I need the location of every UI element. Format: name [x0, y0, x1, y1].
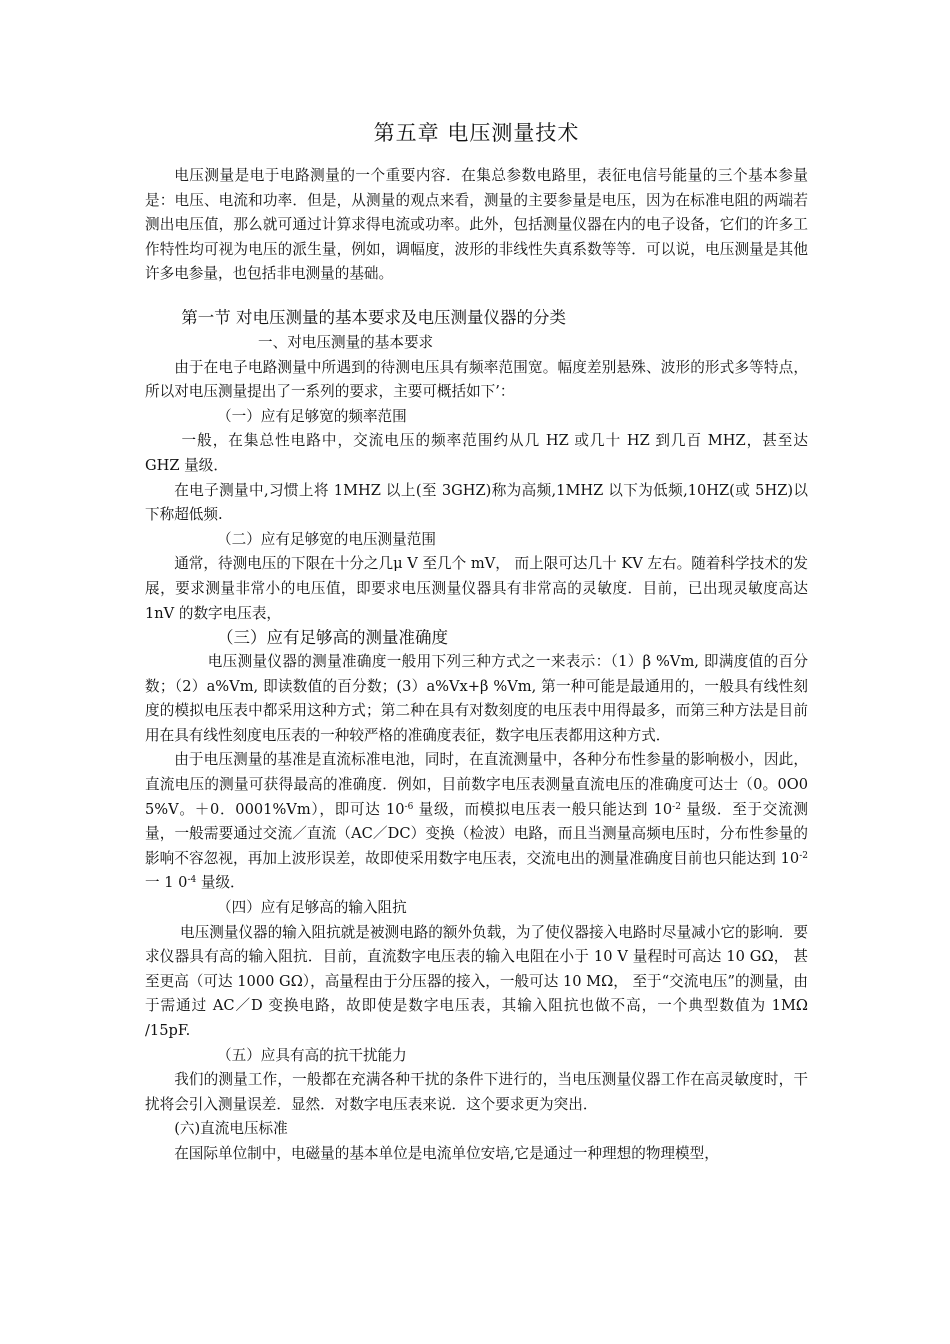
item-heading-3: （三）应有足够高的测量准确度 — [217, 628, 448, 648]
item-1-paragraph-1: 一般，在集总性电路中，交流电压的频率范围约从几 HZ 或几十 HZ 到几百 MHZ，甚至达 GHZ 量级． — [145, 432, 808, 474]
item-6-paragraph-1: 在国际单位制中，电磁量的基本单位是电流单位安培,它是通过一种理想的物理模型， — [174, 1144, 719, 1162]
exponent: -2 — [799, 850, 808, 861]
item-heading-1: （一）应有足够宽的频率范围 — [217, 407, 407, 425]
exponent: -2 — [672, 801, 681, 812]
item-1-paragraph-2: 在电子测量中,习惯上将 1MHZ 以上(至 3GHZ)称为高频,1MHZ 以下为低频,10HZ(或 5HZ)以下称超低频. — [145, 481, 808, 524]
item-heading-4: （四）应有足够高的输入阻抗 — [217, 899, 407, 917]
item-heading-5: （五）应具有高的抗干扰能力 — [217, 1046, 407, 1064]
item-2-paragraph-1: 通常，待测电压的下限在十分之几μ V 至几个 mV， 而上限可达几十 KV 左右。随着科学技术的发展，要求测量非常小的电压值，即要求电压测量仪器具有非常高的灵敏度．目前，已出现灵敏度高达 1nV 的数字电压表， — [145, 555, 808, 622]
item-heading-6: (六)直流电压标准 — [174, 1120, 288, 1138]
intro-paragraph: 电压测量是电于电路测量的一个重要内容．在集总参数电路里，表征电信号能量的三个基本参量是：电压、电流和功率．但是，从测量的观点来看，测量的主要参量是电压，因为在标准电阻的两端若测出电压值，那么就可通过计算求得电流或功率。此外，包括测量仪器在内的电子设备，它们的许多工作特性均可视为电压的派生量，例如，调幅度，波形的非线性失真系数等等．可以说，电压测量是其他许多电参量，也包括非电测量的基础。 — [145, 167, 808, 283]
item-4-paragraph-1: 电压测量仪器的输入阻抗就是被测电路的额外负载，为了使仪器接入电路时尽量减小它的影响．要求仪器具有高的输入阻抗．目前，直流数字电压表的输入电阻在小于 10 V 量程时可高达 10 GΩ， 甚至更高（可达 1000 GΩ），高量程由于分压器的接入，一般可达 10 MΩ， 至于“交流电压”的测量，由于需通过 AC／D 变换电路，故即使是数字电压表，其输入阻抗也做不高，一个典型数值为 1MΩ /15pF. — [145, 923, 808, 1039]
section-heading: 第一节 对电压测量的基本要求及电压测量仪器的分类 — [181, 307, 567, 327]
exponent: -6 — [404, 801, 414, 812]
item-heading-2: （二）应有足够宽的电压测量范围 — [217, 530, 436, 548]
text-run: 由于电压测量的基准是直流标准电池，同时，在直流测量中，各种分布性参量的影响极小，因此，直流电压的测量可获得最高的准确度．例如，目前数字电压表测量直流电压的准确度可达士（0。0O0 5%V。＋0．0001%Vm），即可达 10 — [145, 751, 808, 818]
text-run: 量级． — [196, 874, 245, 892]
item-3-paragraph-1: 电压测量仪器的测量准确度一般用下列三种方式之一来表示：（1）β %Vm, 即满度值的百分数；（2）a%Vm, 即读数值的百分数；(3）a%Vx+β %Vm, 第一种可能是最通用的，一般具有线性刻度的模拟电压表中都采用这种方式；第二种在具有对数刻度的电压表中用得最多，而第三种方法是目前用在具有线性刻度电压表的一种较严格的准确度表征，数字电压表都用这种方式． — [145, 653, 808, 744]
text-run: 量级．至于交流测量，一般需要通过交流／直流（AC／DC）变换（检波）电路，而且当测量高频电压时，分布性参量的影响不容忽视，再加上波形误差，故即使采用数字电压表，交流电出的测量准确度目前也只能达到 10 — [145, 800, 809, 867]
spacer — [145, 287, 808, 301]
exponent: -4 — [187, 875, 197, 886]
subsection-heading: 一、对电压测量的基本要求 — [258, 333, 434, 351]
subsection-paragraph: 由于在电子电路测量中所遇到的待测电压具有频率范围宽。幅度差别悬殊、波形的形式多等特点，所以对电压测量提出了一系列的要求，主要可概括如下’： — [145, 358, 808, 401]
document-page — [145, 118, 808, 1167]
chapter-title: 第五章 电压测量技术 — [373, 121, 580, 145]
item-3-paragraph-2 — [145, 748, 808, 896]
text-run: 一 1 0 — [145, 874, 188, 892]
item-5-paragraph-1: 我们的测量工作，一般都在充满各种干扰的条件下进行的，当电压测量仪器工作在高灵敏度时，干扰将会引入测量误差．显然．对数字电压表来说．这个要求更为突出． — [145, 1071, 808, 1113]
text-run: 量级，而模拟电压表一般只能达到 10 — [413, 800, 673, 818]
